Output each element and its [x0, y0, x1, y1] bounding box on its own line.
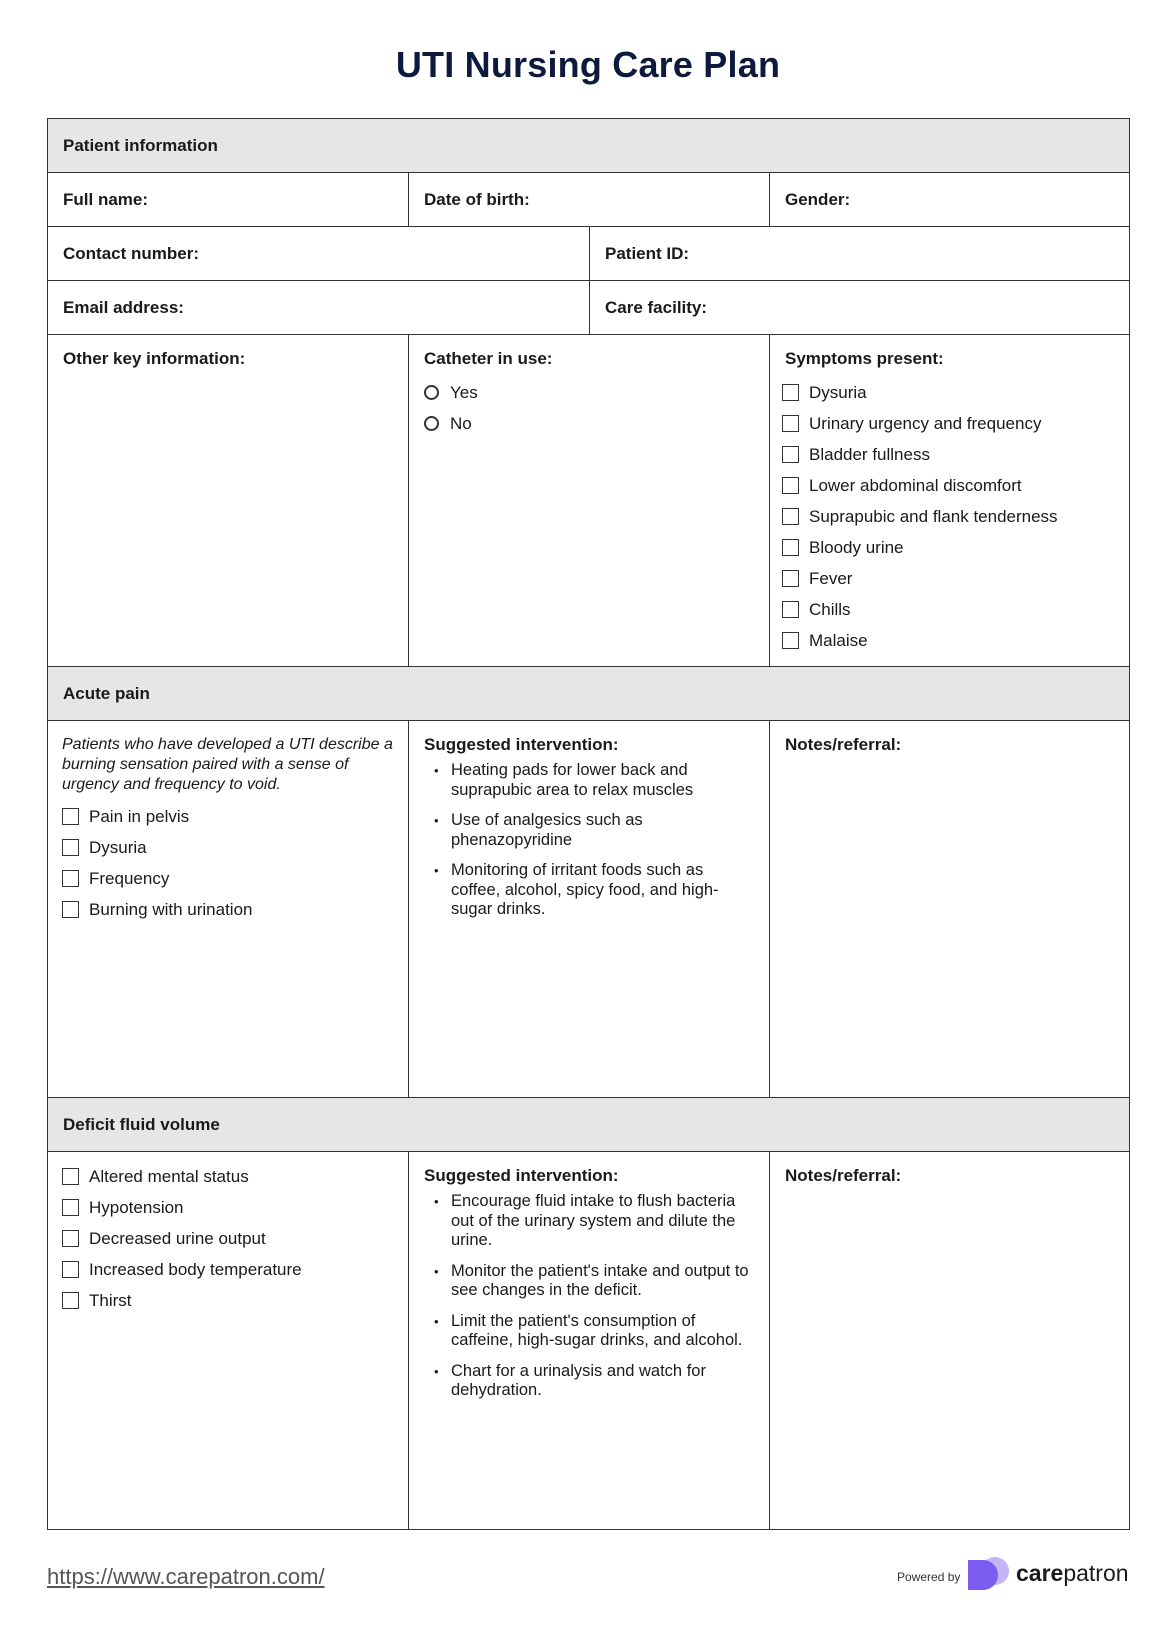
- section-title: Acute pain: [63, 683, 150, 703]
- symptom-item[interactable]: [782, 563, 1113, 594]
- option-label: Malaise: [809, 630, 868, 650]
- deficit-fluid-interventions: [409, 1152, 770, 1529]
- catheter-group: [409, 335, 770, 666]
- checkbox[interactable]: [62, 1199, 79, 1216]
- checkbox[interactable]: [782, 570, 799, 587]
- symptom-item[interactable]: [782, 594, 1113, 625]
- deficit-fluid-check[interactable]: [62, 1223, 393, 1254]
- checkbox[interactable]: [782, 508, 799, 525]
- contact-number-field[interactable]: Contact number:: [48, 227, 590, 280]
- option-label: Suprapubic and flank tenderness: [809, 506, 1058, 526]
- symptom-item[interactable]: [782, 377, 1113, 408]
- row-email-facility: [48, 281, 1129, 335]
- checkbox[interactable]: [782, 477, 799, 494]
- option-label: Lower abdominal discomfort: [809, 475, 1022, 495]
- radio-button[interactable]: [424, 385, 439, 400]
- acute-pain-check[interactable]: [62, 863, 393, 894]
- carepatron-link[interactable]: https://www.carepatron.com/: [47, 1564, 325, 1589]
- checkbox[interactable]: [62, 1261, 79, 1278]
- acute-pain-check[interactable]: [62, 832, 393, 863]
- row-name-dob-gender: [48, 173, 1129, 227]
- section-header-deficit-fluid: [48, 1098, 1129, 1152]
- catheter-option-yes[interactable]: [424, 377, 754, 408]
- option-label: No: [450, 413, 472, 433]
- symptoms-group: [770, 335, 1128, 666]
- symptom-item[interactable]: [782, 439, 1113, 470]
- section-title: Patient information: [63, 135, 218, 155]
- deficit-fluid-check[interactable]: [62, 1285, 393, 1316]
- option-label: Decreased urine output: [89, 1228, 266, 1248]
- radio-button[interactable]: [424, 416, 439, 431]
- care-plan-form: [47, 118, 1130, 1530]
- checkbox[interactable]: [62, 901, 79, 918]
- option-label: Dysuria: [809, 382, 867, 402]
- carepatron-wordmark: [1016, 1560, 1129, 1587]
- option-label: Frequency: [89, 868, 170, 888]
- deficit-fluid-check[interactable]: [62, 1254, 393, 1285]
- checkbox[interactable]: [62, 839, 79, 856]
- intervention-item: • Heating pads for lower back and suprapubic area to relax muscles: [451, 761, 754, 800]
- symptom-item[interactable]: [782, 501, 1113, 532]
- option-label: Dysuria: [89, 837, 147, 857]
- intervention-label: Suggested intervention:: [424, 735, 619, 754]
- powered-by-label: Powered by: [897, 1570, 961, 1584]
- deficit-fluid-assessment: [48, 1152, 409, 1529]
- intervention-item: • Chart for a urinalysis and watch for dehydration.: [451, 1362, 754, 1401]
- intervention-list: [424, 761, 754, 920]
- intervention-list: [424, 1192, 754, 1401]
- brand-bold: care: [1016, 1560, 1064, 1586]
- option-label: Urinary urgency and frequency: [809, 413, 1042, 433]
- row-acute-pain: [48, 721, 1129, 1098]
- other-key-info-label: Other key information:: [63, 349, 246, 368]
- patient-id-field[interactable]: Patient ID:: [605, 243, 690, 263]
- other-key-info-field[interactable]: [48, 335, 409, 666]
- deficit-fluid-check[interactable]: [62, 1161, 393, 1192]
- symptom-item[interactable]: [782, 532, 1113, 563]
- option-label: Fever: [809, 568, 853, 588]
- gender-field[interactable]: Gender:: [785, 189, 851, 209]
- acute-pain-check[interactable]: [62, 894, 393, 925]
- checkbox[interactable]: [782, 601, 799, 618]
- acute-pain-assessment: [48, 721, 409, 1097]
- intervention-item: • Limit the patient's consumption of caffeine, high-sugar drinks, and alcohol.: [451, 1312, 754, 1351]
- checkbox[interactable]: [62, 1292, 79, 1309]
- deficit-fluid-check[interactable]: [62, 1192, 393, 1223]
- catheter-option-no[interactable]: [424, 408, 754, 439]
- symptom-item[interactable]: [782, 625, 1113, 656]
- section-header-patient-info: [48, 119, 1129, 173]
- notes-label: Notes/referral:: [785, 735, 902, 754]
- row-other-catheter-symptoms: [48, 335, 1129, 667]
- option-label: Burning with urination: [89, 899, 253, 919]
- deficit-fluid-notes-field[interactable]: [770, 1152, 1128, 1529]
- acute-pain-notes-field[interactable]: [770, 721, 1128, 1097]
- option-label: Bloody urine: [809, 537, 904, 557]
- checkbox[interactable]: [782, 539, 799, 556]
- checkbox[interactable]: [62, 1230, 79, 1247]
- checkbox[interactable]: [782, 415, 799, 432]
- care-facility-field[interactable]: Care facility:: [605, 297, 708, 317]
- dob-field[interactable]: Date of birth:: [409, 173, 770, 226]
- checkbox[interactable]: [782, 384, 799, 401]
- intervention-item: • Monitor the patient's intake and output to see changes in the deficit.: [451, 1262, 754, 1301]
- row-deficit-fluid: [48, 1152, 1129, 1529]
- checkbox[interactable]: [782, 446, 799, 463]
- brand-rest: patron: [1063, 1560, 1129, 1586]
- option-label: Bladder fullness: [809, 444, 930, 464]
- row-contact-id: [48, 227, 1129, 281]
- option-label: Thirst: [89, 1290, 132, 1310]
- carepatron-logo-icon: [965, 1556, 1013, 1590]
- checkbox[interactable]: [62, 1168, 79, 1185]
- option-label: Altered mental status: [89, 1166, 249, 1186]
- intervention-item: • Monitoring of irritant foods such as coffee, alcohol, spicy food, and high-sugar drinks.: [451, 861, 754, 920]
- symptom-item[interactable]: [782, 470, 1113, 501]
- option-label: Chills: [809, 599, 851, 619]
- intervention-item: • Encourage fluid intake to flush bacteria out of the urinary system and dilute the urine.: [451, 1192, 754, 1251]
- section-title: Deficit fluid volume: [63, 1114, 220, 1134]
- option-label: Hypotension: [89, 1197, 184, 1217]
- notes-label: Notes/referral:: [785, 1166, 902, 1185]
- page-title: UTI Nursing Care Plan: [395, 44, 781, 85]
- symptom-item[interactable]: [782, 408, 1113, 439]
- catheter-label: Catheter in use:: [424, 349, 553, 368]
- intervention-item: • Use of analgesics such as phenazopyridine: [451, 811, 754, 850]
- checkbox[interactable]: [62, 808, 79, 825]
- symptoms-label: Symptoms present:: [785, 349, 944, 368]
- section-header-acute-pain: [48, 667, 1129, 721]
- option-label: Yes: [450, 382, 478, 402]
- option-label: Pain in pelvis: [89, 806, 190, 826]
- acute-pain-check[interactable]: [62, 801, 393, 832]
- intervention-label: Suggested intervention:: [424, 1166, 619, 1185]
- checkbox[interactable]: [782, 632, 799, 649]
- option-label: Increased body temperature: [89, 1259, 302, 1279]
- email-address-field[interactable]: Email address:: [48, 281, 590, 334]
- acute-pain-interventions: [409, 721, 770, 1097]
- acute-pain-intro: Patients who have developed a UTI describe a burning sensation paired with a sense of urgency and frequency to void.: [62, 736, 393, 793]
- checkbox[interactable]: [62, 870, 79, 887]
- full-name-field[interactable]: Full name:: [48, 173, 409, 226]
